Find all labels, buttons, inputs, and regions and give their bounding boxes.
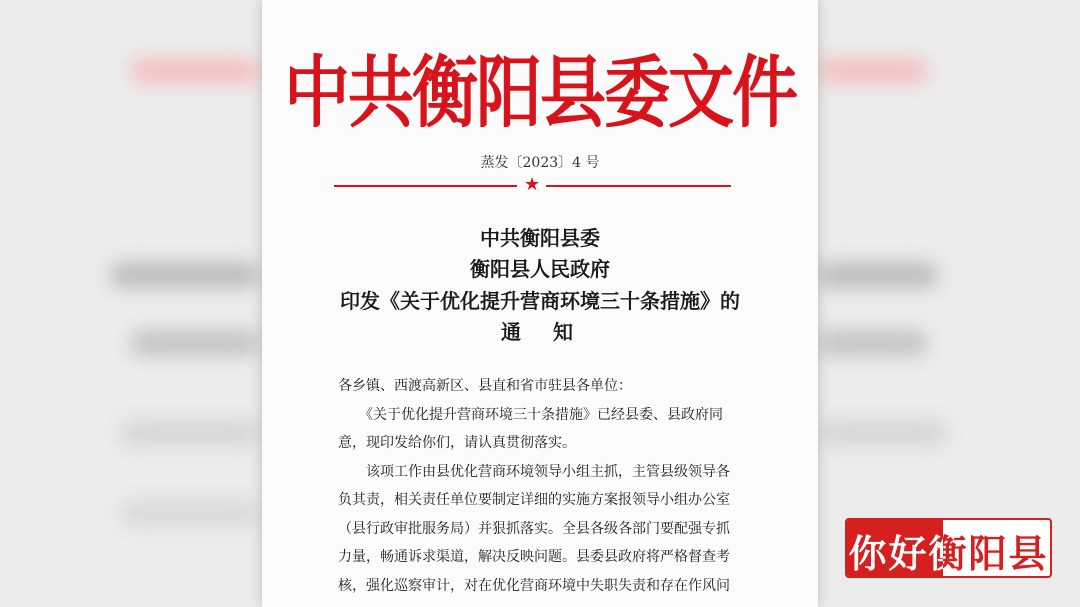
subject-line-3: 印发《关于优化提升营商环境三十条措施》的 [340,289,740,313]
red-separator-left [334,185,517,187]
body-line-6: （县行政审批服务局）并狠抓落实。全县各级各部门要配强专抓 [338,521,730,537]
body-line-8: 核，强化巡察审计，对在优化营商环境中失职失责和存在作风问 [338,578,730,594]
subject-line-4: 通 知 [501,320,579,344]
document-header-title: 中共衡阳县委文件 [284,47,796,139]
blurred-background-right [818,0,1080,607]
watermark-text: 你好衡阳县 [847,523,1050,578]
document-page [262,0,818,607]
body-line-4: 该项工作由县优化营商环境领导小组主抓，主管县级领导各 [338,464,730,480]
red-separator-right [546,185,731,187]
body-line-1: 各乡镇、西渡高新区、县直和省市驻县各单位： [338,378,632,394]
subject-line-1: 中共衡阳县委 [480,226,600,250]
blurred-background-left [0,0,262,607]
body-line-5: 负其责，相关责任单位要制定详细的实施方案报领导小组办公室 [338,492,730,508]
channel-watermark-logo [845,518,1052,578]
subject-line-2: 衡阳县人民政府 [470,257,610,281]
document-number: 蒸发〔2023〕4 号 [480,155,600,171]
body-line-2: 《关于优化提升营商环境三十条措施》已经县委、县政府同 [338,407,723,423]
body-line-7: 力量，畅通诉求渠道，解决反映问题。县委县政府将严格督查考 [338,549,730,565]
star-icon: ★ [524,174,541,195]
body-line-3: 意，现印发给你们，请认真贯彻落实。 [338,435,576,451]
